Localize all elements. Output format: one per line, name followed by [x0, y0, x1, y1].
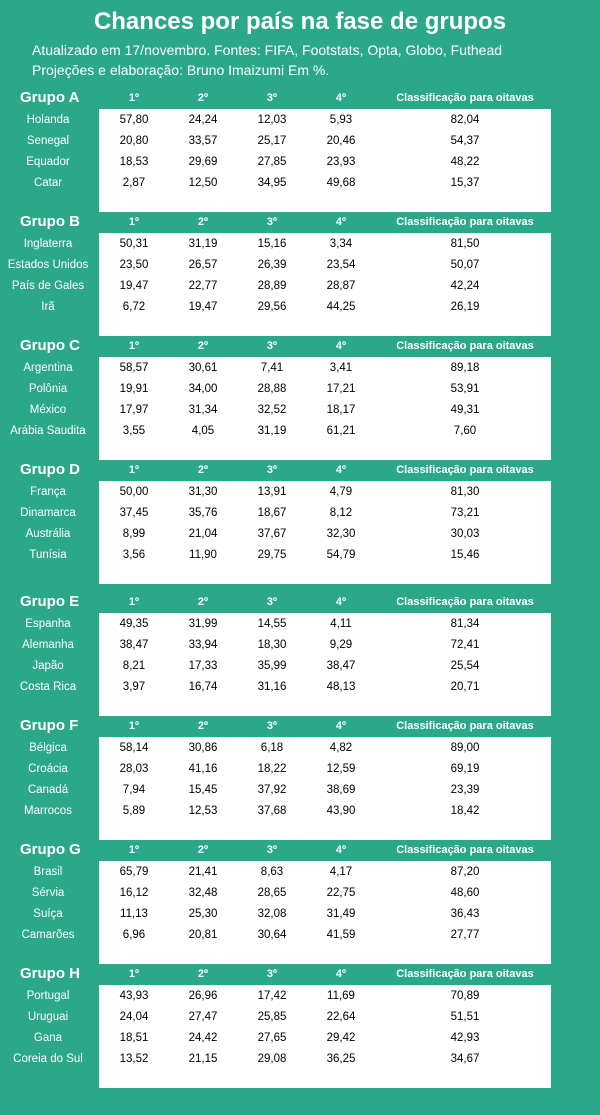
column-header-second: 2º	[197, 92, 209, 104]
chance-third: 6,18	[260, 742, 284, 754]
chance-qualify: 7,60	[453, 425, 477, 437]
chance-third: 25,17	[257, 135, 287, 147]
column-header-third: 3º	[266, 92, 278, 104]
column-header-second: 2º	[197, 844, 209, 856]
chance-first: 6,96	[122, 929, 146, 941]
group-table	[0, 212, 600, 336]
chance-first: 8,21	[122, 660, 146, 672]
chance-fourth: 12,59	[326, 763, 356, 775]
table-row	[0, 883, 600, 904]
country-name: Croácia	[28, 763, 68, 775]
chance-second: 31,34	[188, 404, 218, 416]
table-row	[0, 421, 600, 442]
chance-first: 24,04	[119, 1011, 149, 1023]
table-row	[0, 925, 600, 946]
country-name: Senegal	[26, 135, 70, 147]
group-table	[0, 460, 600, 584]
column-header-qualify: Classificação para oitavas	[396, 968, 534, 980]
chance-third: 29,08	[257, 1053, 287, 1065]
chance-first: 49,35	[119, 618, 149, 630]
chance-qualify: 81,34	[450, 618, 480, 630]
chance-qualify: 42,93	[450, 1032, 480, 1044]
chance-second: 21,04	[188, 528, 218, 540]
column-header-third: 3º	[266, 720, 278, 732]
chance-qualify: 89,00	[450, 742, 480, 754]
group-header	[0, 212, 600, 232]
country-name: Holanda	[26, 114, 70, 126]
country-name: Costa Rica	[19, 681, 77, 693]
chance-third: 15,16	[257, 238, 287, 250]
table-row	[0, 234, 600, 255]
chance-qualify: 49,31	[450, 404, 480, 416]
table-row	[0, 131, 600, 152]
table-row	[0, 358, 600, 379]
group-header	[0, 460, 600, 480]
column-header-qualify: Classificação para oitavas	[396, 92, 534, 104]
column-header-first: 1º	[128, 968, 140, 980]
chance-third: 37,67	[257, 528, 287, 540]
group-name: Grupo F	[20, 717, 79, 734]
chance-first: 57,80	[119, 114, 149, 126]
chance-qualify: 54,37	[450, 135, 480, 147]
chance-qualify: 15,46	[450, 549, 480, 561]
column-header-first: 1º	[128, 596, 140, 608]
chance-third: 26,39	[257, 259, 287, 271]
chance-first: 3,56	[122, 549, 146, 561]
group-table	[0, 716, 600, 840]
chance-third: 18,67	[257, 507, 287, 519]
country-name: Argentina	[23, 362, 73, 374]
table-row	[0, 801, 600, 822]
country-name: Tunísia	[29, 549, 67, 561]
chance-third: 35,99	[257, 660, 287, 672]
column-header-qualify: Classificação para oitavas	[396, 844, 534, 856]
chance-third: 28,65	[257, 887, 287, 899]
chance-qualify: 23,39	[450, 784, 480, 796]
chance-first: 19,91	[119, 383, 149, 395]
country-name: Alemanha	[22, 639, 74, 651]
table-row	[0, 379, 600, 400]
group-name: Grupo E	[20, 593, 80, 610]
chance-second: 24,24	[188, 114, 218, 126]
chance-third: 37,68	[257, 805, 287, 817]
country-name: Austrália	[25, 528, 71, 540]
country-name: Gana	[33, 1032, 63, 1044]
chance-fourth: 22,64	[326, 1011, 356, 1023]
chance-first: 5,89	[122, 805, 146, 817]
column-header-fourth: 4º	[335, 968, 347, 980]
column-header-second: 2º	[197, 968, 209, 980]
column-header-qualify: Classificação para oitavas	[396, 464, 534, 476]
table-row	[0, 524, 600, 545]
chance-first: 18,51	[119, 1032, 149, 1044]
subtitle-sources: Atualizado em 17/novembro. Fontes: FIFA, Footstats, Opta, Globo, Futhead	[32, 42, 503, 58]
chance-qualify: 34,67	[450, 1053, 480, 1065]
country-name: Sérvia	[31, 887, 65, 899]
column-header-second: 2º	[197, 340, 209, 352]
chance-fourth: 5,93	[329, 114, 353, 126]
group-table	[0, 88, 600, 212]
country-name: Marrocos	[24, 805, 72, 817]
chance-third: 27,65	[257, 1032, 287, 1044]
chance-first: 50,31	[119, 238, 149, 250]
column-header-third: 3º	[266, 464, 278, 476]
column-header-second: 2º	[197, 596, 209, 608]
chance-fourth: 36,25	[326, 1053, 356, 1065]
country-name: Espanha	[25, 618, 71, 630]
chance-fourth: 38,47	[326, 660, 356, 672]
chance-qualify: 48,60	[450, 887, 480, 899]
column-header-qualify: Classificação para oitavas	[396, 340, 534, 352]
table-row	[0, 545, 600, 566]
group-header	[0, 592, 600, 612]
chance-fourth: 3,41	[329, 362, 353, 374]
table-row	[0, 1028, 600, 1049]
chance-qualify: 81,30	[450, 486, 480, 498]
chance-qualify: 73,21	[450, 507, 480, 519]
column-header-first: 1º	[128, 720, 140, 732]
chance-fourth: 20,46	[326, 135, 356, 147]
table-row	[0, 503, 600, 524]
group-table	[0, 336, 600, 460]
chance-fourth: 4,82	[329, 742, 353, 754]
chance-second: 29,69	[188, 156, 218, 168]
chance-second: 33,57	[188, 135, 218, 147]
country-name: Estados Unidos	[7, 259, 89, 271]
table-row	[0, 297, 600, 318]
chance-fourth: 4,11	[330, 618, 352, 630]
table-row	[0, 759, 600, 780]
group-header	[0, 716, 600, 736]
chance-first: 19,47	[119, 280, 149, 292]
country-name: Arábia Saudita	[10, 425, 86, 437]
chance-third: 28,89	[257, 280, 287, 292]
table-row	[0, 677, 600, 698]
table-row	[0, 482, 600, 503]
chance-second: 41,16	[188, 763, 218, 775]
table-row	[0, 862, 600, 883]
column-header-third: 3º	[266, 968, 278, 980]
chance-fourth: 41,59	[326, 929, 356, 941]
column-header-first: 1º	[128, 216, 140, 228]
chance-second: 31,99	[188, 618, 218, 630]
chance-qualify: 87,20	[450, 866, 480, 878]
chance-fourth: 28,87	[326, 280, 356, 292]
group-header	[0, 88, 600, 108]
group-header	[0, 840, 600, 860]
country-name: Coreia do Sul	[13, 1053, 83, 1065]
country-name: Uruguai	[27, 1011, 69, 1023]
chance-fourth: 17,21	[326, 383, 356, 395]
chance-fourth: 38,69	[326, 784, 356, 796]
column-header-fourth: 4º	[335, 340, 347, 352]
column-header-qualify: Classificação para oitavas	[396, 596, 534, 608]
chance-second: 21,15	[188, 1053, 218, 1065]
chance-third: 18,22	[257, 763, 287, 775]
chance-fourth: 31,49	[326, 908, 356, 920]
column-header-fourth: 4º	[335, 216, 347, 228]
table-row	[0, 1007, 600, 1028]
table-row	[0, 173, 600, 194]
column-header-third: 3º	[266, 596, 278, 608]
chance-second: 27,47	[188, 1011, 218, 1023]
chance-qualify: 70,89	[450, 990, 480, 1002]
chance-first: 18,53	[119, 156, 149, 168]
chance-fourth: 18,17	[326, 404, 356, 416]
group-name: Grupo G	[20, 841, 81, 858]
column-header-fourth: 4º	[335, 596, 347, 608]
chance-qualify: 20,71	[450, 681, 480, 693]
chance-fourth: 49,68	[326, 177, 356, 189]
chance-second: 22,77	[188, 280, 218, 292]
country-name: Catar	[33, 177, 63, 189]
chance-first: 58,14	[119, 742, 149, 754]
column-header-second: 2º	[197, 720, 209, 732]
chance-qualify: 36,43	[450, 908, 480, 920]
chance-first: 2,87	[122, 177, 146, 189]
chance-first: 58,57	[119, 362, 149, 374]
chance-qualify: 18,42	[450, 805, 480, 817]
chance-third: 18,30	[257, 639, 287, 651]
chance-second: 20,81	[188, 929, 218, 941]
chance-third: 30,64	[257, 929, 287, 941]
table-row	[0, 986, 600, 1007]
chance-first: 50,00	[119, 486, 149, 498]
chance-qualify: 27,77	[450, 929, 480, 941]
chance-fourth: 44,25	[326, 301, 356, 313]
chance-second: 11,90	[189, 549, 217, 561]
chance-fourth: 23,93	[326, 156, 356, 168]
chance-second: 34,00	[188, 383, 218, 395]
chance-second: 19,47	[188, 301, 218, 313]
group-name: Grupo C	[20, 337, 80, 354]
chance-fourth: 3,34	[329, 238, 353, 250]
chance-qualify: 69,19	[450, 763, 480, 775]
chance-third: 12,03	[257, 114, 287, 126]
chance-third: 7,41	[260, 362, 284, 374]
chance-second: 30,61	[188, 362, 218, 374]
chance-first: 8,99	[122, 528, 146, 540]
chance-third: 32,52	[257, 404, 287, 416]
chance-second: 12,53	[188, 805, 218, 817]
column-header-fourth: 4º	[335, 720, 347, 732]
chance-first: 13,52	[119, 1053, 149, 1065]
chance-first: 3,97	[122, 681, 146, 693]
chance-first: 43,93	[119, 990, 149, 1002]
column-header-first: 1º	[128, 92, 140, 104]
chance-qualify: 81,50	[450, 238, 480, 250]
column-header-first: 1º	[128, 340, 140, 352]
chance-first: 17,97	[119, 404, 149, 416]
chance-qualify: 15,37	[450, 177, 480, 189]
chance-qualify: 50,07	[450, 259, 480, 271]
chance-qualify: 89,18	[450, 362, 480, 374]
chance-second: 12,50	[188, 177, 218, 189]
group-name: Grupo A	[20, 89, 80, 106]
table-row	[0, 780, 600, 801]
chance-second: 15,45	[188, 784, 218, 796]
column-header-fourth: 4º	[335, 844, 347, 856]
chance-third: 31,19	[257, 425, 287, 437]
column-header-second: 2º	[197, 464, 209, 476]
column-header-second: 2º	[197, 216, 209, 228]
chance-first: 7,94	[122, 784, 146, 796]
chance-qualify: 25,54	[450, 660, 480, 672]
chance-fourth: 9,29	[329, 639, 353, 651]
chance-qualify: 26,19	[450, 301, 480, 313]
table-row	[0, 255, 600, 276]
page-title: Chances por país na fase de grupos	[93, 8, 507, 35]
subtitle-author: Projeções e elaboração: Bruno Imaizumi Em %.	[32, 62, 330, 78]
chance-first: 23,50	[119, 259, 149, 271]
chance-fourth: 4,79	[329, 486, 353, 498]
country-name: Bélgica	[29, 742, 67, 754]
table-row	[0, 614, 600, 635]
chance-qualify: 51,51	[450, 1011, 480, 1023]
country-name: Japão	[32, 660, 64, 672]
chance-third: 32,08	[257, 908, 287, 920]
chance-second: 17,33	[188, 660, 218, 672]
group-name: Grupo D	[20, 461, 80, 478]
chance-third: 37,92	[257, 784, 287, 796]
chance-second: 25,30	[188, 908, 218, 920]
chance-third: 25,85	[257, 1011, 287, 1023]
chance-fourth: 4,17	[329, 866, 353, 878]
country-name: Canadá	[27, 784, 69, 796]
chance-first: 16,12	[119, 887, 149, 899]
chance-third: 27,85	[257, 156, 287, 168]
country-name: Inglaterra	[23, 238, 73, 250]
group-name: Grupo H	[20, 965, 80, 982]
table-row	[0, 904, 600, 925]
table-row	[0, 635, 600, 656]
table-row	[0, 400, 600, 421]
chance-second: 4,05	[191, 425, 215, 437]
group-table	[0, 840, 600, 964]
chance-fourth: 54,79	[326, 549, 356, 561]
chance-second: 33,94	[188, 639, 218, 651]
country-name: França	[30, 486, 66, 498]
table-row	[0, 656, 600, 677]
country-name: Polônia	[28, 383, 68, 395]
country-name: Suíça	[33, 908, 63, 920]
group-table	[0, 592, 600, 716]
country-name: Camarões	[21, 929, 75, 941]
chance-qualify: 30,03	[450, 528, 480, 540]
table-row	[0, 738, 600, 759]
group-header	[0, 336, 600, 356]
chance-fourth: 48,13	[326, 681, 356, 693]
country-name: Irã	[41, 301, 55, 313]
chance-qualify: 53,91	[450, 383, 480, 395]
chance-fourth: 32,30	[326, 528, 356, 540]
chance-fourth: 29,42	[326, 1032, 356, 1044]
chance-second: 32,48	[188, 887, 218, 899]
chance-fourth: 22,75	[326, 887, 356, 899]
chance-first: 11,13	[120, 908, 148, 920]
chance-fourth: 43,90	[326, 805, 356, 817]
chance-third: 13,91	[257, 486, 287, 498]
country-name: Brasil	[33, 866, 63, 878]
chance-fourth: 11,69	[327, 990, 355, 1002]
chance-fourth: 61,21	[326, 425, 356, 437]
column-header-third: 3º	[266, 340, 278, 352]
chance-second: 31,19	[188, 238, 218, 250]
table-row	[0, 1049, 600, 1070]
chance-qualify: 42,24	[450, 280, 480, 292]
column-header-third: 3º	[266, 216, 278, 228]
group-name: Grupo B	[20, 213, 80, 230]
column-header-qualify: Classificação para oitavas	[396, 216, 534, 228]
chance-second: 16,74	[188, 681, 218, 693]
chance-third: 14,55	[257, 618, 287, 630]
column-header-first: 1º	[128, 844, 140, 856]
column-header-fourth: 4º	[335, 92, 347, 104]
country-name: Equador	[26, 156, 70, 168]
chance-first: 28,03	[119, 763, 149, 775]
table-row	[0, 152, 600, 173]
group-table	[0, 964, 600, 1088]
chance-second: 21,41	[188, 866, 218, 878]
chance-third: 17,42	[257, 990, 287, 1002]
chance-third: 34,95	[257, 177, 287, 189]
chance-second: 26,57	[188, 259, 218, 271]
chance-first: 38,47	[119, 639, 149, 651]
chance-second: 30,86	[188, 742, 218, 754]
chance-first: 20,80	[119, 135, 149, 147]
chance-third: 29,75	[257, 549, 287, 561]
country-name: Dinamarca	[20, 507, 76, 519]
chance-first: 3,55	[122, 425, 146, 437]
country-name: México	[29, 404, 67, 416]
chance-third: 31,16	[257, 681, 287, 693]
column-header-qualify: Classificação para oitavas	[396, 720, 534, 732]
group-header	[0, 964, 600, 984]
chance-second: 35,76	[188, 507, 218, 519]
chance-first: 6,72	[122, 301, 146, 313]
column-header-third: 3º	[266, 844, 278, 856]
chance-fourth: 8,12	[329, 507, 353, 519]
table-row	[0, 276, 600, 297]
chance-third: 29,56	[257, 301, 287, 313]
chance-third: 8,63	[260, 866, 284, 878]
chance-second: 26,96	[188, 990, 218, 1002]
column-header-fourth: 4º	[335, 464, 347, 476]
chance-first: 37,45	[119, 507, 149, 519]
page-header	[0, 0, 600, 90]
chance-qualify: 82,04	[450, 114, 480, 126]
chance-second: 31,30	[188, 486, 218, 498]
chance-third: 28,88	[257, 383, 287, 395]
table-row	[0, 110, 600, 131]
chance-qualify: 72,41	[450, 639, 480, 651]
chance-second: 24,42	[188, 1032, 218, 1044]
country-name: Portugal	[26, 990, 70, 1002]
chance-first: 65,79	[119, 866, 149, 878]
chance-fourth: 23,54	[326, 259, 356, 271]
chance-qualify: 48,22	[450, 156, 480, 168]
country-name: País de Gales	[11, 280, 85, 292]
column-header-first: 1º	[128, 464, 140, 476]
